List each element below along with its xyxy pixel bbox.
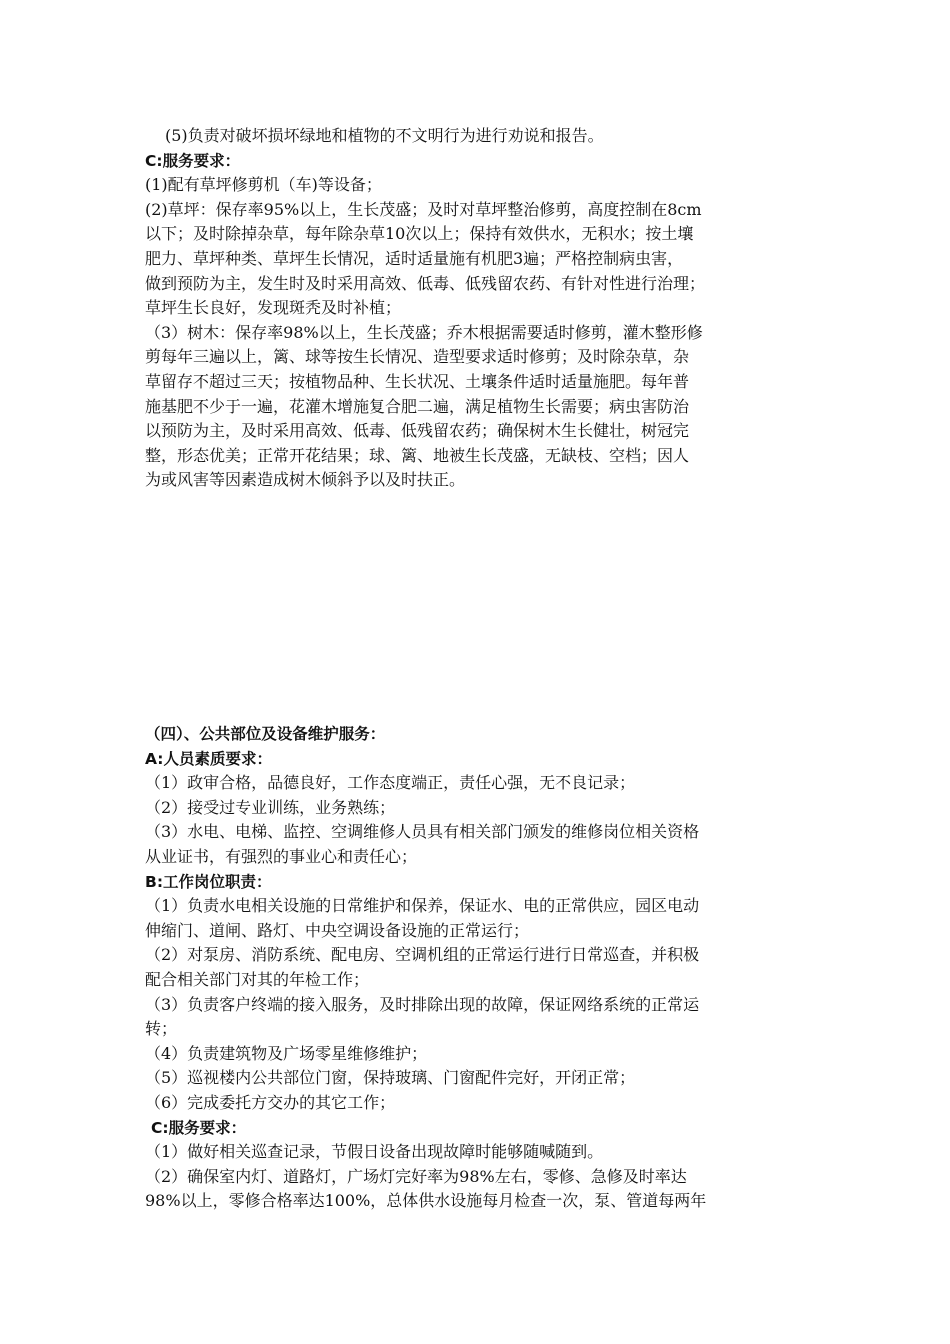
tree-requirement-line: 整，形态优美；正常开花结果；球、篱、地被生长茂盛，无缺枝、空档；因人 xyxy=(145,445,690,465)
tree-requirement-line: 为或风害等因素造成树木倾斜予以及时扶正。 xyxy=(145,470,466,490)
lawn-requirement-line: 做到预防为主，发生时及时采用高效、低毒、低残留农药、有针对性进行治理； xyxy=(145,273,706,293)
service-requirement-line: （2）确保室内灯、道路灯，广场灯完好率为98%左右，零修、急修及时率达 xyxy=(145,1166,687,1186)
service-requirement-line: （1）做好相关巡查记录，节假日设备出现故障时能够随喊随到。 xyxy=(145,1142,604,1162)
lawn-requirement-line: 肥力、草坪种类、草坪生长情况，适时适量施有机肥3遍；严格控制病虫害， xyxy=(145,248,684,268)
job-duty-line: （2）对泵房、消防系统、配电房、空调机组的正常运行进行日常巡查，并积极 xyxy=(145,945,700,965)
job-duty-line: （4）负责建筑物及广场零星维修维护； xyxy=(145,1043,428,1063)
public-facility-maintenance-section xyxy=(145,722,811,1214)
section-four-heading: （四）、公共部位及设备维护服务： xyxy=(145,725,386,743)
service-requirements-heading-2: C:服务要求： xyxy=(151,1118,247,1137)
requirement-item-1: (1)配有草坪修剪机（车)等设备； xyxy=(145,175,382,195)
job-duty-line: （1）负责水电相关设施的日常维护和保养，保证水、电的正常供应，园区电动 xyxy=(145,896,700,916)
duty-item-5: (5)负责对破坏损坏绿地和植物的不文明行为进行劝说和报告。 xyxy=(165,126,604,145)
personnel-requirements-heading: A:人员素质要求： xyxy=(145,749,272,768)
tree-requirement-line: 草留存不超过三天；按植物品种、生长状况、土壤条件适时适量施肥。每年普 xyxy=(145,371,690,391)
tree-requirement-line: 以预防为主，及时采用高效、低毒、低残留农药；确保树木生长健壮，树冠完 xyxy=(145,421,690,441)
job-duty-line: （6）完成委托方交办的其它工作； xyxy=(145,1092,396,1112)
job-duty-line: （5）巡视楼内公共部位门窗，保持玻璃、门窗配件完好，开闭正常； xyxy=(145,1068,636,1088)
personnel-requirement-line: （1）政审合格，品德良好，工作态度端正，责任心强，无不良记录； xyxy=(145,773,636,793)
lawn-requirement-line: 以下；及时除掉杂草，每年除杂草10次以上；保持有效供水，无积水；按土壤 xyxy=(145,224,694,244)
job-duty-line: （3）负责客户终端的接入服务，及时排除出现的故障，保证网络系统的正常运 xyxy=(145,994,700,1014)
tree-requirement-line: 施基肥不少于一遍，花灌木增施复合肥二遍，满足植物生长需要；病虫害防治 xyxy=(145,396,690,416)
personnel-requirement-line: （2）接受过专业训练，业务熟练； xyxy=(145,797,396,817)
service-requirements-heading: C:服务要求： xyxy=(145,151,241,170)
job-duty-line: 转； xyxy=(145,1019,178,1039)
greening-service-section xyxy=(145,124,811,493)
job-duty-line: 配合相关部门对其的年检工作； xyxy=(145,969,370,989)
tree-requirement-line: 剪每年三遍以上，篱、球等按生长情况、造型要求适时修剪；及时除杂草，杂 xyxy=(145,347,690,367)
job-duty-line: 伸缩门、道闸、路灯、中央空调设备设施的正常运行； xyxy=(145,920,530,940)
personnel-requirement-line: （3）水电、电梯、监控、空调维修人员具有相关部门颁发的维修岗位相关资格 xyxy=(145,822,700,842)
service-requirement-line: 98%以上，零修合格率达100%，总体供水设施每月检查一次，泵、管道每两年 xyxy=(145,1191,707,1211)
tree-requirement-line: （3）树木：保存率98%以上，生长茂盛；乔木根据需要适时修剪，灌木整形修 xyxy=(145,322,703,342)
lawn-requirement-line: (2)草坪：保存率95%以上，生长茂盛；及时对草坪整治修剪，高度控制在8cm xyxy=(145,199,702,219)
job-duties-heading: B:工作岗位职责： xyxy=(145,872,272,891)
personnel-requirement-line: 从业证书，有强烈的事业心和责任心； xyxy=(145,846,418,866)
lawn-requirement-line: 草坪生长良好，发现斑秃及时补植； xyxy=(145,298,402,318)
